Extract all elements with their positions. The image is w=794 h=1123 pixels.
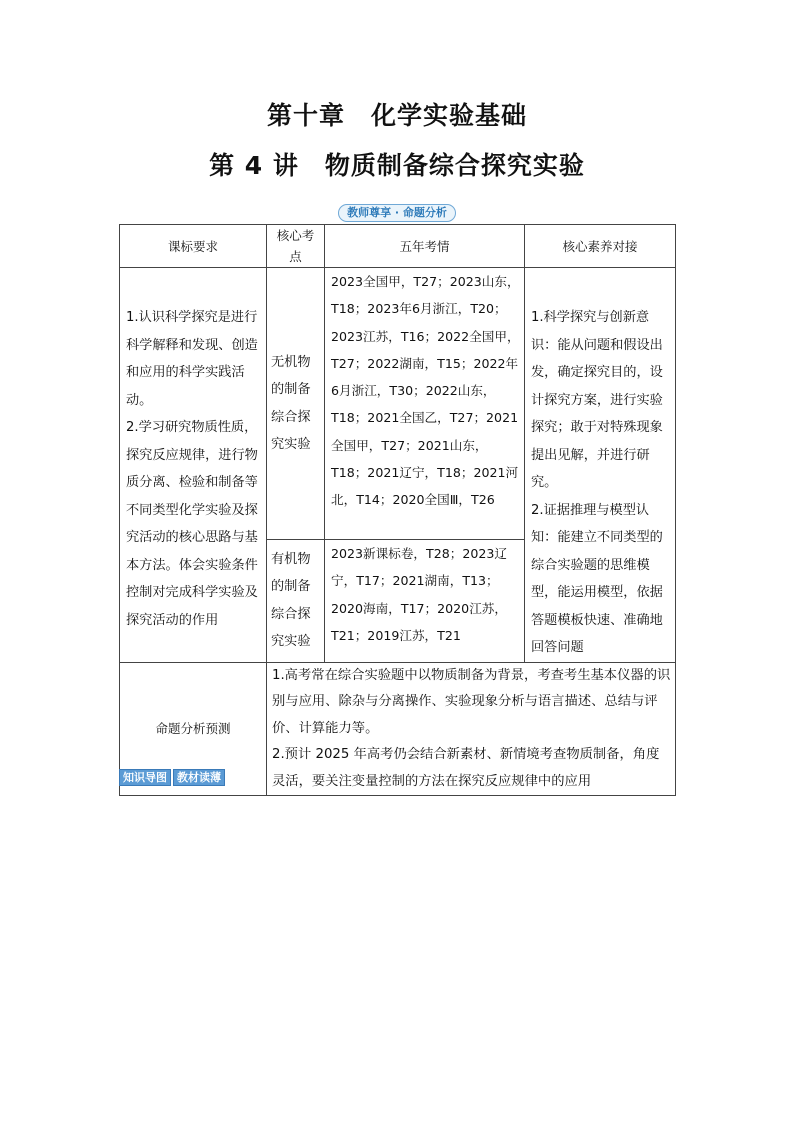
literacy-item: 1.科学探究与创新意识：能从问题和假设出发，确定探究目的，设计探究方案，进行实验探究；敢于对特殊现象提出见解，并进行研究。 <box>531 310 663 490</box>
prediction-item: 2.预计 2025 年高考仍会结合新素材、新情境考查物质制备，角度灵活，要关注变量控制的方法在探究反应规律中的应用 <box>272 747 660 789</box>
table-header-row <box>120 225 676 268</box>
header-five-year: 五年考情 <box>325 225 525 268</box>
table-row <box>120 268 676 540</box>
exams-inorganic: 2023全国甲，T27；2023山东，T18；2023年6月浙江，T20；2023江苏，T16；2022全国甲，T27；2022湖南，T15；2022年6月浙江，T30；2022山东，T18；2021全国乙，T27；2021全国甲，T27；2021山东，T18；2021辽宁，T18；2021河北，T14；2020全国Ⅲ，T26 <box>325 268 525 540</box>
topic-organic: 有机物的制备综合探究实验 <box>267 540 325 662</box>
prediction-item: 1.高考常在综合实验题中以物质制备为背景，考查考生基本仪器的识别与应用、除杂与分离操作、实验现象分析与语言描述、总结与评价、计算能力等。 <box>272 667 671 736</box>
curriculum-item: 1.认识科学探究是进行科学解释和发现、创造和应用的科学实践活动。 <box>126 310 258 408</box>
topic-inorganic: 无机物的制备综合探究实验 <box>267 268 325 540</box>
teacher-badge[interactable]: 教师尊享 · 命题分析 <box>338 204 456 222</box>
chapter-title: 第十章 化学实验基础 <box>266 101 527 130</box>
tag-knowledge-map[interactable]: 知识导图 <box>119 769 171 786</box>
header-literacy: 核心素养对接 <box>525 225 676 268</box>
literacy-cell <box>525 268 676 663</box>
lecture-title: 第 4 讲 物质制备综合探究实验 <box>209 151 585 180</box>
header-core-topic: 核心考点 <box>267 225 325 268</box>
analysis-table <box>119 224 676 796</box>
literacy-item: 2.证据推理与模型认知：能建立不同类型的综合实验题的思维模型，能运用模型，依据答题模板快速、准确地回答问题 <box>531 502 663 655</box>
prediction-label: 命题分析预测 <box>120 662 267 796</box>
badge-wrap <box>0 201 794 222</box>
curriculum-cell <box>120 268 267 663</box>
curriculum-item: 2.学习研究物质性质，探究反应规律，进行物质分离、检验和制备等不同类型化学实验及探究活动的核心思路与基本方法。体会实验条件控制对完成科学实验及探究活动的作用 <box>126 420 258 628</box>
header-curriculum: 课标要求 <box>120 225 267 268</box>
prediction-cell <box>267 662 676 796</box>
tag-textbook-summary[interactable]: 教材读薄 <box>173 769 225 786</box>
exams-organic: 2023新课标卷，T28；2023辽宁，T17；2021湖南，T13；2020海南，T17；2020江苏，T21；2019江苏，T21 <box>325 540 525 662</box>
footer-tags <box>119 769 225 786</box>
